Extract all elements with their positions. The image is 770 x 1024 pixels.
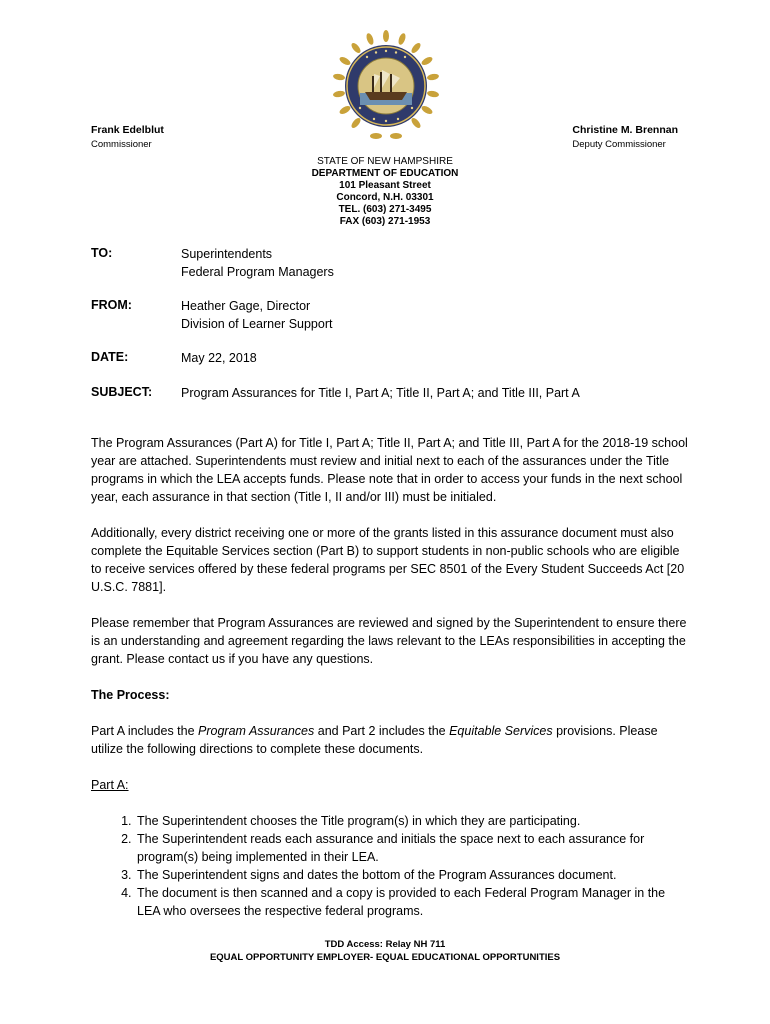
letter-footer — [0, 938, 770, 964]
process-intro: Part A includes the Program Assurances and Part 2 includes the Equitable Services provisions. Please utilize the following directions to complete these documents. — [91, 724, 658, 756]
memo-date-label: DATE: — [91, 350, 129, 364]
memo-to-row — [91, 246, 691, 298]
list-item: 2. The Superintendent reads each assurance and initials the space next to each assurance for program(s) being implemented in their LEA. — [135, 830, 689, 866]
state-seal-logo — [330, 30, 442, 142]
footer-equal-opportunity: EQUAL OPPORTUNITY EMPLOYER- EQUAL EDUCATIONAL OPPORTUNITIES — [209, 952, 561, 963]
commissioner-block — [91, 124, 164, 151]
address-street: 101 Pleasant Street — [339, 180, 431, 191]
memo-from-value: Division of Learner Support — [181, 316, 333, 331]
memo-from-row — [91, 298, 691, 350]
memo-subject-value: Program Assurances for Title I, Part A; Title II, Part A; and Title III, Part A — [181, 386, 580, 400]
memo-header — [91, 246, 691, 403]
commissioner-name: Frank Edelblut — [91, 124, 164, 136]
memo-subject-row — [91, 385, 691, 403]
address-city: Concord, N.H. 03301 — [336, 192, 434, 203]
memo-to-value: Superintendents — [181, 247, 273, 261]
address-fax: FAX (603) 271-1953 — [339, 216, 431, 227]
memo-to-value: Federal Program Managers — [181, 264, 334, 279]
program-assurances-term: Program Assurances — [198, 724, 315, 738]
deputy-commissioner-name: Christine M. Brennan — [572, 124, 678, 136]
memo-from-value: Heather Gage, Director — [181, 299, 311, 313]
equitable-services-term: Equitable Services — [449, 724, 553, 738]
memo-subject-label: SUBJECT: — [91, 385, 153, 399]
footer-tdd: TDD Access: Relay NH 711 — [324, 939, 446, 950]
memo-from-label: FROM: — [91, 298, 132, 312]
memo-to-label: TO: — [91, 246, 113, 260]
address-state: STATE OF NEW HAMPSHIRE — [317, 156, 453, 167]
list-item: 4. The document is then scanned and a copy is provided to each Federal Program Manager in the LEA who oversees the respective federal programs. — [135, 884, 689, 920]
department-address — [0, 156, 770, 228]
body-paragraph: Please remember that Program Assurances are reviewed and signed by the Superintendent to ensure there is an understanding and agreement regarding the laws relevant to the LEAs responsibilities in accepting the grant. Please contact us if you have any questions. — [91, 616, 687, 666]
process-heading: The Process: — [91, 688, 170, 702]
deputy-commissioner-title: Deputy Commissioner — [572, 139, 666, 150]
commissioner-title: Commissioner — [91, 139, 152, 150]
memo-date-value: May 22, 2018 — [181, 351, 257, 365]
process-steps-list — [91, 812, 689, 920]
body-paragraph: Additionally, every district receiving one or more of the grants listed in this assurance document must also complete the Equitable Services section (Part B) to support students in non-public schools who are eligible to receive services offered by these federal programs per SEC 8501 of the Every Student Succeeds Act [20 U.S.C. 7881]. — [91, 526, 685, 594]
list-item: 3. The Superintendent signs and dates the bottom of the Program Assurances document. — [135, 866, 689, 884]
address-department: DEPARTMENT OF EDUCATION — [311, 168, 459, 179]
body-paragraph: The Program Assurances (Part A) for Title I, Part A; Title II, Part A; and Title III, Part A for the 2018-19 school year are attached. Superintendents must review and initial next to each of the assurances under the Title programs in which the LEA accepts funds. Please note that in order to access your funds in the next school year, each assurance in that section (Title I, II and/or III) must be initialed. — [91, 436, 688, 504]
memo-date-row — [91, 350, 691, 385]
letter-body — [91, 434, 689, 920]
list-item: 1. The Superintendent chooses the Title program(s) in which they are participating. — [135, 812, 689, 830]
address-phone: TEL. (603) 271-3495 — [338, 204, 432, 215]
part-a-heading: Part A: — [91, 778, 129, 792]
deputy-commissioner-block — [572, 124, 678, 151]
